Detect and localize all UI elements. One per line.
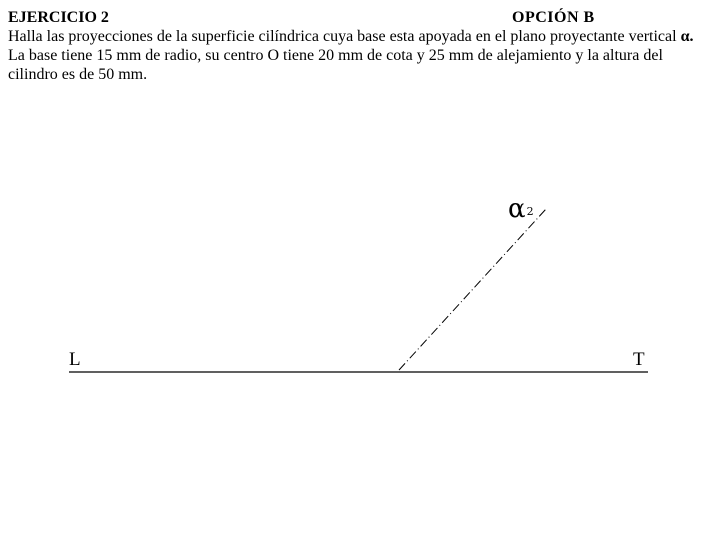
statement-alpha: α.	[680, 28, 694, 45]
plane-symbol: α	[508, 194, 526, 224]
statement-paragraph-2: La base tiene 15 mm de radio, su centro O tiene 20 mm de cota y 25 mm de alejamiento y la altura del cilindro es de 50 mm.	[8, 47, 663, 83]
ground-line-label-right: T	[633, 349, 645, 370]
exercise-title: EJERCICIO 2	[8, 9, 109, 26]
plane-trace-alpha2	[399, 209, 546, 370]
plane-trace-label	[508, 194, 533, 229]
plane-subscript: 2	[526, 205, 534, 218]
ground-line-label-left: L	[69, 349, 81, 370]
statement-text-1: Halla las proyecciones de la superficie cilíndrica cuya base esta apoyada en el plano proyectante vertical	[8, 28, 681, 45]
option-label: OPCIÓN B	[512, 9, 595, 26]
